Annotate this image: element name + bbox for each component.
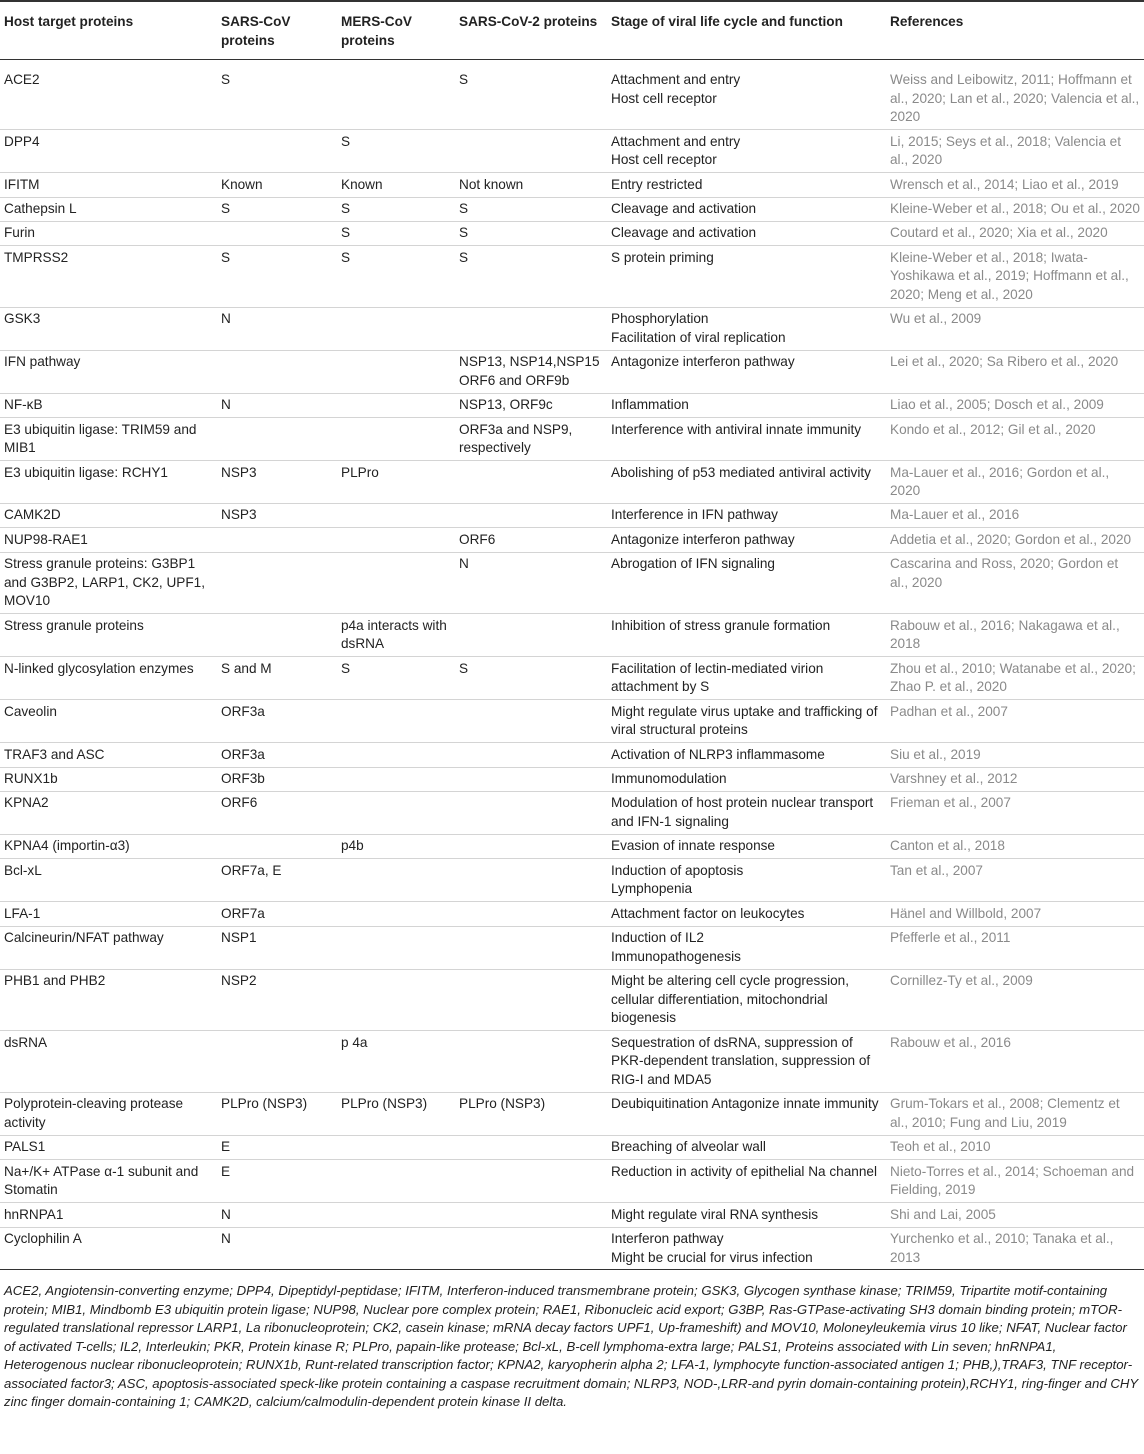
stage-function-cell: Interferon pathway Might be crucial for virus infection [607,1227,886,1270]
table-row [0,1031,1144,1093]
mers-cov-cell [337,743,455,767]
sars-cov-2-cell [455,926,607,969]
header-stage-function: Stage of viral life cycle and function [607,1,886,60]
mers-cov-cell [337,767,455,791]
host-target-cell: Cathepsin L [0,197,217,221]
sars-cov-2-cell [455,504,607,528]
host-target-cell: IFITM [0,173,217,197]
table-row [0,504,1144,528]
stage-function-cell: Deubiquitination Antagonize innate immunity [607,1092,886,1135]
mers-cov-cell: S [337,246,455,308]
sars-cov-cell: NSP2 [217,969,337,1031]
sars-cov-2-cell [455,902,607,926]
sars-cov-cell: PLPro (NSP3) [217,1092,337,1135]
host-target-cell: Polyprotein-cleaving protease activity [0,1092,217,1135]
host-target-cell: dsRNA [0,1031,217,1093]
host-target-cell: hnRNPA1 [0,1203,217,1227]
sars-cov-2-cell [455,1135,607,1159]
host-target-cell: PALS1 [0,1135,217,1159]
header-sars-cov-proteins: SARS-CoV proteins [217,1,337,60]
references-cell: Liao et al., 2005; Dosch et al., 2009 [886,393,1144,417]
stage-function-cell: Breaching of alveolar wall [607,1135,886,1159]
host-target-cell: Na+/K+ ATPase α-1 subunit and Stomatin [0,1160,217,1203]
table-row [0,393,1144,417]
sars-cov-cell: N [217,393,337,417]
stage-function-cell: Antagonize interferon pathway [607,528,886,552]
references-cell: Hänel and Willbold, 2007 [886,902,1144,926]
sars-cov-2-cell [455,130,607,173]
sars-cov-2-cell: S [455,60,607,130]
stage-function-cell: Modulation of host protein nuclear transport and IFN-1 signaling [607,792,886,835]
sars-cov-2-cell: Not known [455,173,607,197]
sars-cov-cell [217,835,337,859]
host-target-cell: PHB1 and PHB2 [0,969,217,1031]
mers-cov-cell: PLPro [337,461,455,504]
mers-cov-cell [337,859,455,902]
references-cell: Canton et al., 2018 [886,835,1144,859]
references-cell: Cascarina and Ross, 2020; Gordon et al., 2020 [886,552,1144,614]
mers-cov-cell: Known [337,173,455,197]
host-target-cell: DPP4 [0,130,217,173]
host-target-cell: Cyclophilin A [0,1227,217,1270]
stage-function-cell: Abolishing of p53 mediated antiviral activity [607,461,886,504]
sars-cov-cell [217,614,337,657]
mers-cov-cell: PLPro (NSP3) [337,1092,455,1135]
references-cell: Kondo et al., 2012; Gil et al., 2020 [886,418,1144,461]
host-target-cell: Bcl-xL [0,859,217,902]
mers-cov-cell [337,552,455,614]
stage-function-cell: Evasion of innate response [607,835,886,859]
sars-cov-2-cell [455,700,607,743]
table-row [0,902,1144,926]
stage-function-cell: Inhibition of stress granule formation [607,614,886,657]
header-sars-cov-2-proteins: SARS-CoV-2 proteins [455,1,607,60]
table-row [0,173,1144,197]
host-target-cell: NUP98-RAE1 [0,528,217,552]
sars-cov-cell: S [217,60,337,130]
sars-cov-cell: ORF6 [217,792,337,835]
table-row [0,418,1144,461]
mers-cov-cell: S [337,130,455,173]
sars-cov-2-cell: N [455,552,607,614]
references-cell: Padhan et al., 2007 [886,700,1144,743]
references-cell: Grum-Tokars et al., 2008; Clementz et al., 2010; Fung and Liu, 2019 [886,1092,1144,1135]
references-cell: Frieman et al., 2007 [886,792,1144,835]
host-target-cell: Furin [0,221,217,245]
stage-function-cell: Attachment and entry Host cell receptor [607,130,886,173]
host-target-cell: ACE2 [0,60,217,130]
table-row [0,926,1144,969]
sars-cov-cell: E [217,1160,337,1203]
host-target-cell: N-linked glycosylation enzymes [0,657,217,700]
sars-cov-cell: N [217,1227,337,1270]
references-cell: Shi and Lai, 2005 [886,1203,1144,1227]
table-row [0,767,1144,791]
table-row [0,969,1144,1031]
mers-cov-cell [337,418,455,461]
references-cell: Weiss and Leibowitz, 2011; Hoffmann et al., 2020; Lan et al., 2020; Valencia et al., 2020 [886,60,1144,130]
sars-cov-2-cell: S [455,197,607,221]
table-row [0,130,1144,173]
mers-cov-cell [337,1160,455,1203]
table-row [0,350,1144,393]
table-footnote: ACE2, Angiotensin-converting enzyme; DPP4, Dipeptidyl-peptidase; IFITM, Interferon-induced transmembrane protein; GSK3, Glycogen synthase kinase; TRIM59, Tripartite motif-containing protein; MIB1, Mindbomb E3 ubiquitin protein ligase; NUP98, Nuclear pore complex protein; RAE1, Ribonucleic acid export; G3BP, Ras-GTPase-activating SH3 domain binding protein; mTOR-regulated translational repressor LARP1, La ribonucleoprotein; CK2, casein kinase; mRNA decay factors UPF1, Up-frameshift) and MOV10, Moloneyleukemia virus 10 like; NFAT, Nuclear factor of activated T-cells; IL2, Interleukin; PKR, Protein kinase R; PLPro, papain-like protease; Bcl-xL, B-cell lymphoma-extra large; PALS1, Proteins associated with Lin seven; hnRNPA1, Heterogenous nuclear ribonucleoprotein; RUNX1b, Runt-related transcription factor; KPNA2, karyopherin alpha 2; LFA-1, lymphocyte function-associated antigen 1; PHB,),TRAF3, TNF receptor-associated factor3; ASC, apoptosis-associated speck-like protein containing a caspase recruitment domain; NLRP3, NOD-,LRR-and pyrin domain-containing protein),RCHY1, ring-finger and CHY zinc finger domain-containing 1; CAMK2D, calcium/calmodulin-dependent protein kinase II delta. [4,1283,1138,1409]
references-cell: Lei et al., 2020; Sa Ribero et al., 2020 [886,350,1144,393]
sars-cov-2-cell: S [455,246,607,308]
sars-cov-2-cell [455,792,607,835]
sars-cov-cell: NSP1 [217,926,337,969]
mers-cov-cell [337,350,455,393]
table-row [0,835,1144,859]
mers-cov-cell [337,926,455,969]
references-cell: Siu et al., 2019 [886,743,1144,767]
stage-function-cell: Might regulate viral RNA synthesis [607,1203,886,1227]
stage-function-cell: Activation of NLRP3 inflammasome [607,743,886,767]
sars-cov-cell: NSP3 [217,461,337,504]
references-cell: Wrensch et al., 2014; Liao et al., 2019 [886,173,1144,197]
table-row [0,246,1144,308]
stage-function-cell: Phosphorylation Facilitation of viral replication [607,307,886,350]
table-row [0,461,1144,504]
references-cell: Rabouw et al., 2016 [886,1031,1144,1093]
header-references: References [886,1,1144,60]
sars-cov-2-cell [455,743,607,767]
stage-function-cell: Abrogation of IFN signaling [607,552,886,614]
sars-cov-cell: N [217,1203,337,1227]
mers-cov-cell: p4b [337,835,455,859]
host-target-cell: Calcineurin/NFAT pathway [0,926,217,969]
sars-cov-2-cell [455,1227,607,1270]
sars-cov-2-cell [455,1160,607,1203]
stage-function-cell: Facilitation of lectin-mediated virion attachment by S [607,657,886,700]
references-cell: Li, 2015; Seys et al., 2018; Valencia et al., 2020 [886,130,1144,173]
references-cell: Rabouw et al., 2016; Nakagawa et al., 2018 [886,614,1144,657]
host-target-cell: TMPRSS2 [0,246,217,308]
table-row [0,60,1144,130]
host-target-cell: Stress granule proteins [0,614,217,657]
stage-function-cell: Attachment and entry Host cell receptor [607,60,886,130]
sars-cov-2-cell [455,461,607,504]
host-target-cell: GSK3 [0,307,217,350]
table-body [0,60,1144,1270]
sars-cov-2-cell [455,859,607,902]
mers-cov-cell [337,528,455,552]
references-cell: Yurchenko et al., 2010; Tanaka et al., 2013 [886,1227,1144,1270]
host-target-cell: E3 ubiquitin ligase: TRIM59 and MIB1 [0,418,217,461]
sars-cov-2-cell: PLPro (NSP3) [455,1092,607,1135]
references-cell: Ma-Lauer et al., 2016; Gordon et al., 2020 [886,461,1144,504]
stage-function-cell: Might regulate virus uptake and trafficking of viral structural proteins [607,700,886,743]
sars-cov-cell: S [217,246,337,308]
stage-function-cell: Inflammation [607,393,886,417]
sars-cov-2-cell: NSP13, ORF9c [455,393,607,417]
sars-cov-cell [217,418,337,461]
stage-function-cell: S protein priming [607,246,886,308]
stage-function-cell: Cleavage and activation [607,221,886,245]
sars-cov-2-cell: ORF6 [455,528,607,552]
table-row [0,859,1144,902]
mers-cov-cell [337,393,455,417]
sars-cov-2-cell: S [455,221,607,245]
table-row [0,657,1144,700]
stage-function-cell: Attachment factor on leukocytes [607,902,886,926]
sars-cov-cell [217,552,337,614]
sars-cov-2-cell [455,1031,607,1093]
references-cell: Addetia et al., 2020; Gordon et al., 2020 [886,528,1144,552]
sars-cov-cell: ORF3a [217,700,337,743]
host-target-cell: LFA-1 [0,902,217,926]
sars-cov-2-cell [455,767,607,791]
sars-cov-cell: ORF7a [217,902,337,926]
stage-function-cell: Immunomodulation [607,767,886,791]
host-target-cell: TRAF3 and ASC [0,743,217,767]
sars-cov-cell [217,1031,337,1093]
sars-cov-2-cell [455,835,607,859]
table-row [0,1135,1144,1159]
mers-cov-cell: S [337,197,455,221]
table-row [0,221,1144,245]
references-cell: Teoh et al., 2010 [886,1135,1144,1159]
mers-cov-cell [337,60,455,130]
stage-function-cell: Might be altering cell cycle progression, cellular differentiation, mitochondrial biogenesis [607,969,886,1031]
header-mers-cov-proteins: MERS-CoV proteins [337,1,455,60]
references-cell: Cornillez-Ty et al., 2009 [886,969,1144,1031]
mers-cov-cell [337,969,455,1031]
sars-cov-cell: ORF3b [217,767,337,791]
host-target-cell: NF-κB [0,393,217,417]
references-cell: Nieto-Torres et al., 2014; Schoeman and Fielding, 2019 [886,1160,1144,1203]
stage-function-cell: Induction of IL2 Immunopathogenesis [607,926,886,969]
references-cell: Kleine-Weber et al., 2018; Iwata-Yoshikawa et al., 2019; Hoffmann et al., 2020; Meng et al., 2020 [886,246,1144,308]
host-target-cell: KPNA2 [0,792,217,835]
references-cell: Varshney et al., 2012 [886,767,1144,791]
host-target-cell: CAMK2D [0,504,217,528]
table-row [0,307,1144,350]
mers-cov-cell [337,902,455,926]
mers-cov-cell: p 4a [337,1031,455,1093]
header-row [0,1,1144,60]
sars-cov-2-cell: S [455,657,607,700]
sars-cov-cell [217,350,337,393]
references-cell: Wu et al., 2009 [886,307,1144,350]
sars-cov-cell: E [217,1135,337,1159]
host-target-cell: IFN pathway [0,350,217,393]
mers-cov-cell: S [337,221,455,245]
table-row [0,1203,1144,1227]
stage-function-cell: Entry restricted [607,173,886,197]
stage-function-cell: Interference with antiviral innate immunity [607,418,886,461]
table-row [0,700,1144,743]
references-cell: Pfefferle et al., 2011 [886,926,1144,969]
sars-cov-2-cell: ORF3a and NSP9, respectively [455,418,607,461]
mers-cov-cell [337,792,455,835]
table-row [0,1160,1144,1203]
table-row [0,528,1144,552]
references-cell: Coutard et al., 2020; Xia et al., 2020 [886,221,1144,245]
sars-cov-cell: S and M [217,657,337,700]
sars-cov-2-cell [455,1203,607,1227]
references-cell: Ma-Lauer et al., 2016 [886,504,1144,528]
sars-cov-cell [217,130,337,173]
table-row [0,614,1144,657]
references-cell: Kleine-Weber et al., 2018; Ou et al., 2020 [886,197,1144,221]
mers-cov-cell [337,1203,455,1227]
sars-cov-2-cell: NSP13, NSP14,NSP15 ORF6 and ORF9b [455,350,607,393]
host-target-cell: KPNA4 (importin-α3) [0,835,217,859]
stage-function-cell: Cleavage and activation [607,197,886,221]
mers-cov-cell: S [337,657,455,700]
sars-cov-2-cell [455,307,607,350]
host-target-cell: E3 ubiquitin ligase: RCHY1 [0,461,217,504]
host-target-cell: RUNX1b [0,767,217,791]
host-target-cell: Caveolin [0,700,217,743]
sars-cov-cell: ORF3a [217,743,337,767]
sars-cov-cell [217,221,337,245]
table-row [0,743,1144,767]
references-cell: Tan et al., 2007 [886,859,1144,902]
sars-cov-cell: N [217,307,337,350]
mers-cov-cell [337,700,455,743]
sars-cov-cell: S [217,197,337,221]
table-row [0,792,1144,835]
mers-cov-cell [337,1135,455,1159]
references-cell: Zhou et al., 2010; Watanabe et al., 2020; Zhao P. et al., 2020 [886,657,1144,700]
stage-function-cell: Antagonize interferon pathway [607,350,886,393]
sars-cov-cell: ORF7a, E [217,859,337,902]
sars-cov-cell: Known [217,173,337,197]
table-header [0,1,1144,60]
table-row [0,552,1144,614]
mers-cov-cell [337,504,455,528]
table-row [0,1227,1144,1270]
mers-cov-cell: p4a interacts with dsRNA [337,614,455,657]
mers-cov-cell [337,307,455,350]
stage-function-cell: Reduction in activity of epithelial Na channel [607,1160,886,1203]
mers-cov-cell [337,1227,455,1270]
stage-function-cell: Induction of apoptosis Lymphopenia [607,859,886,902]
table-row [0,197,1144,221]
sars-cov-2-cell [455,969,607,1031]
stage-function-cell: Sequestration of dsRNA, suppression of PKR-dependent translation, suppression of RIG-I and MDA5 [607,1031,886,1093]
table-row [0,1092,1144,1135]
sars-cov-cell [217,528,337,552]
stage-function-cell: Interference in IFN pathway [607,504,886,528]
host-target-cell: Stress granule proteins: G3BP1 and G3BP2, LARP1, CK2, UPF1, MOV10 [0,552,217,614]
sars-cov-cell: NSP3 [217,504,337,528]
header-host-target-proteins: Host target proteins [0,1,217,60]
sars-cov-2-cell [455,614,607,657]
